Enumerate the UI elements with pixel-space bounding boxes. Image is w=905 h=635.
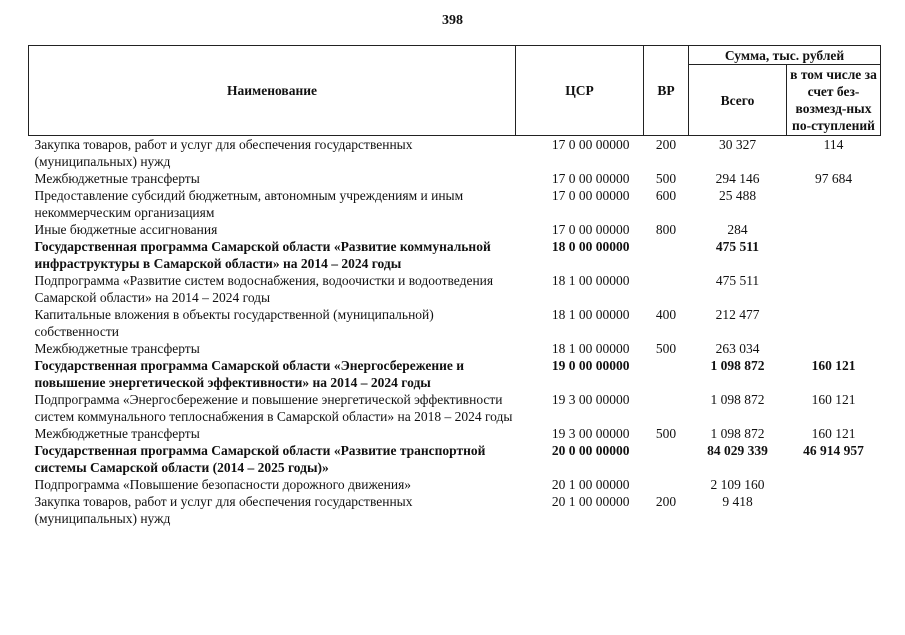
- row-vr: [644, 442, 689, 476]
- row-name: Предоставление субсидий бюджетным, автономным учреждениям и иным некоммерческим организациям: [34, 188, 464, 220]
- header-free: в том числе за счет без-возмезд-ных по-ступлений: [787, 65, 881, 136]
- row-total: 263 034: [715, 341, 760, 356]
- table-row: [29, 272, 881, 306]
- row-csr: 18 0 00 00000: [551, 239, 630, 254]
- header-name: Наименование: [29, 46, 516, 136]
- row-name: Подпрограмма «Развитие систем водоснабжения, водоочистки и водоотведения Самарской области» на 2014 – 2024 годы: [34, 273, 494, 305]
- row-vr: [644, 476, 689, 493]
- row-csr: 19 0 00 00000: [551, 358, 630, 373]
- row-vr: 500: [655, 171, 677, 186]
- row-free: 114: [823, 137, 844, 152]
- row-vr: 600: [655, 188, 677, 203]
- table-row: [29, 391, 881, 425]
- row-vr: [644, 391, 689, 425]
- row-csr: 18 1 00 00000: [551, 341, 630, 356]
- row-total: 9 418: [722, 494, 753, 509]
- table-row: [29, 340, 881, 357]
- row-name: Государственная программа Самарской области «Развитие коммунальной инфраструктуры в Самарской области» на 2014 – 2024 годы: [34, 239, 491, 271]
- row-csr: 17 0 00 00000: [551, 222, 630, 237]
- row-name: Государственная программа Самарской области «Развитие транспортной системы Самарской области (2014 – 2025 годы)»: [34, 443, 486, 475]
- row-free: [787, 476, 881, 493]
- header-sum: Сумма, тыс. рублей: [689, 46, 881, 65]
- row-total: 30 327: [718, 137, 757, 152]
- row-csr: 20 0 00 00000: [551, 443, 630, 458]
- header-vr: ВР: [644, 46, 689, 136]
- row-total: 475 511: [715, 239, 760, 254]
- row-csr: 19 3 00 00000: [551, 426, 630, 441]
- row-csr: 20 1 00 00000: [551, 477, 630, 492]
- row-name: Государственная программа Самарской области «Энергосбережение и повышение энергетической эффективности» на 2014 – 2024 годы: [34, 358, 465, 390]
- row-csr: 17 0 00 00000: [551, 137, 630, 152]
- table-body: [29, 136, 881, 528]
- table-row: [29, 187, 881, 221]
- row-free: [787, 340, 881, 357]
- table-row: [29, 442, 881, 476]
- table-header: [29, 46, 881, 136]
- row-name: Закупка товаров, работ и услуг для обеспечения государственных (муниципальных) нужд: [34, 137, 413, 169]
- table-row: [29, 357, 881, 391]
- row-vr: 800: [655, 222, 677, 237]
- row-name: Межбюджетные трансферты: [34, 171, 200, 186]
- row-free: 160 121: [811, 426, 856, 441]
- row-vr: 400: [655, 307, 677, 322]
- row-free: [787, 187, 881, 221]
- row-free: [787, 493, 881, 527]
- row-vr: [644, 272, 689, 306]
- row-name: Капитальные вложения в объекты государственной (муниципальной) собственности: [34, 307, 434, 339]
- table-row: [29, 136, 881, 171]
- table-row: [29, 476, 881, 493]
- row-csr: 17 0 00 00000: [551, 188, 630, 203]
- row-csr: 19 3 00 00000: [551, 392, 630, 407]
- row-total: 2 109 160: [710, 477, 765, 492]
- page-number: 398: [442, 13, 463, 28]
- table-row: [29, 170, 881, 187]
- table-row: [29, 425, 881, 442]
- row-csr: 20 1 00 00000: [551, 494, 630, 509]
- row-name: Закупка товаров, работ и услуг для обеспечения государственных (муниципальных) нужд: [34, 494, 413, 526]
- row-vr: 200: [655, 494, 677, 509]
- row-csr: 18 1 00 00000: [551, 273, 630, 288]
- row-total: 1 098 872: [710, 358, 765, 373]
- table-row: [29, 493, 881, 527]
- row-free: 160 121: [811, 392, 856, 407]
- row-vr: [644, 357, 689, 391]
- header-total: Всего: [689, 65, 787, 136]
- row-free: 46 914 957: [803, 443, 864, 458]
- row-vr: 500: [655, 426, 677, 441]
- row-total: 1 098 872: [710, 392, 765, 407]
- row-free: 97 684: [814, 171, 853, 186]
- row-csr: 17 0 00 00000: [551, 171, 630, 186]
- row-name: Межбюджетные трансферты: [34, 426, 200, 441]
- row-free: [787, 306, 881, 340]
- row-free: [787, 238, 881, 272]
- table-row: [29, 221, 881, 238]
- row-total: 25 488: [718, 188, 757, 203]
- row-csr: 18 1 00 00000: [551, 307, 630, 322]
- table-row: [29, 306, 881, 340]
- row-vr: 200: [655, 137, 677, 152]
- row-free: [787, 221, 881, 238]
- row-total: 475 511: [715, 273, 760, 288]
- row-name: Подпрограмма «Повышение безопасности дорожного движения»: [34, 477, 412, 492]
- row-vr: [644, 238, 689, 272]
- row-total: 284: [727, 222, 748, 237]
- row-name: Межбюджетные трансферты: [34, 341, 200, 356]
- row-total: 1 098 872: [710, 426, 765, 441]
- table-row: [29, 238, 881, 272]
- row-name: Иные бюджетные ассигнования: [34, 222, 218, 237]
- header-csr: ЦСР: [516, 46, 644, 136]
- row-total: 212 477: [715, 307, 760, 322]
- row-vr: 500: [655, 341, 677, 356]
- row-name: Подпрограмма «Энергосбережение и повышение энергетической эффективности систем коммунального теплоснабжения в Самарской области» на 2018 – 2024 годы: [34, 392, 513, 424]
- budget-table: [28, 45, 881, 527]
- row-free: [787, 272, 881, 306]
- row-total: 84 029 339: [707, 443, 768, 458]
- row-total: 294 146: [715, 171, 760, 186]
- row-free: 160 121: [811, 358, 856, 373]
